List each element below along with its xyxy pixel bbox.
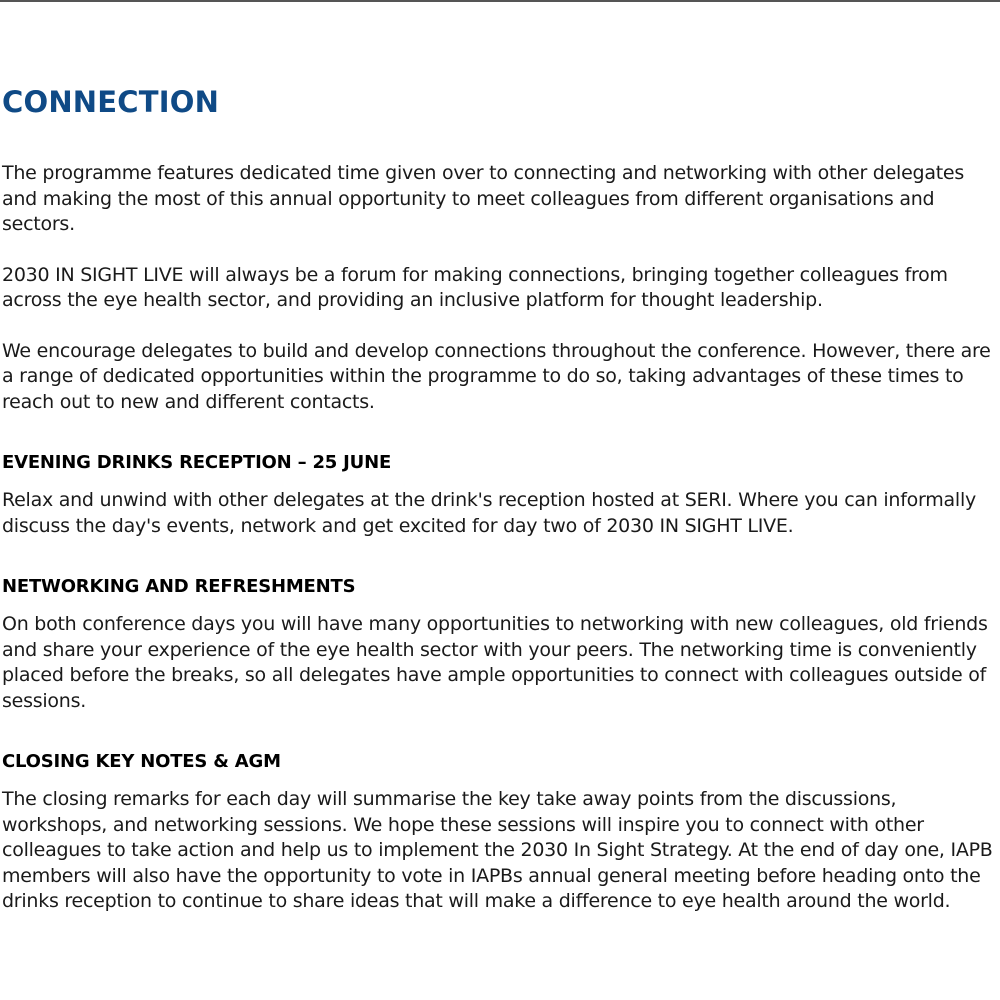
intro-paragraph-2: 2030 IN SIGHT LIVE will always be a forum for making connections, bringing together colleagues from across the eye health sector, and providing an inclusive platform for thought leadership. bbox=[2, 263, 948, 311]
section-body-networking: On both conference days you will have many opportunities to networking with new colleagues, old friends and share your experience of the eye health sector with your peers. The networking time is conveniently placed before the breaks, so all delegates have ample opportunities to connect with colleagues outside of sessions. bbox=[2, 613, 988, 712]
document-content bbox=[2, 84, 998, 915]
section-heading-drinks-reception: EVENING DRINKS RECEPTION – 25 JUNE bbox=[2, 452, 392, 473]
intro-paragraph-3: We encourage delegates to build and develop connections throughout the conference. However, there are a range of dedicated opportunities within the programme to do so, taking advantages of these times to reach out to new and different contacts. bbox=[2, 339, 991, 413]
section-heading-closing: CLOSING KEY NOTES & AGM bbox=[2, 751, 281, 772]
section-body-closing: The closing remarks for each day will summarise the key take away points from the discussions, workshops, and networking sessions. We hope these sessions will inspire you to connect with other colleagues to take action and help us to implement the 2030 In Sight Strategy. At the end of day one, IAPB members will also have the opportunity to vote in IAPBs annual general meeting before heading onto the drinks reception to continue to share ideas that will make a difference to eye health around the world. bbox=[2, 788, 993, 912]
section-body-drinks-reception: Relax and unwind with other delegates at the drink's reception hosted at SERI. Where you can informally discuss the day's events, network and get excited for day two of 2030 IN SIGHT LIVE. bbox=[2, 489, 976, 537]
section-heading-networking: NETWORKING AND REFRESHMENTS bbox=[2, 576, 356, 597]
intro-paragraph-1: The programme features dedicated time given over to connecting and networking with other delegates and making the most of this annual opportunity to meet colleagues from different organisations and sectors. bbox=[2, 162, 965, 235]
page-title: CONNECTION bbox=[2, 85, 220, 119]
top-divider bbox=[0, 0, 1000, 2]
